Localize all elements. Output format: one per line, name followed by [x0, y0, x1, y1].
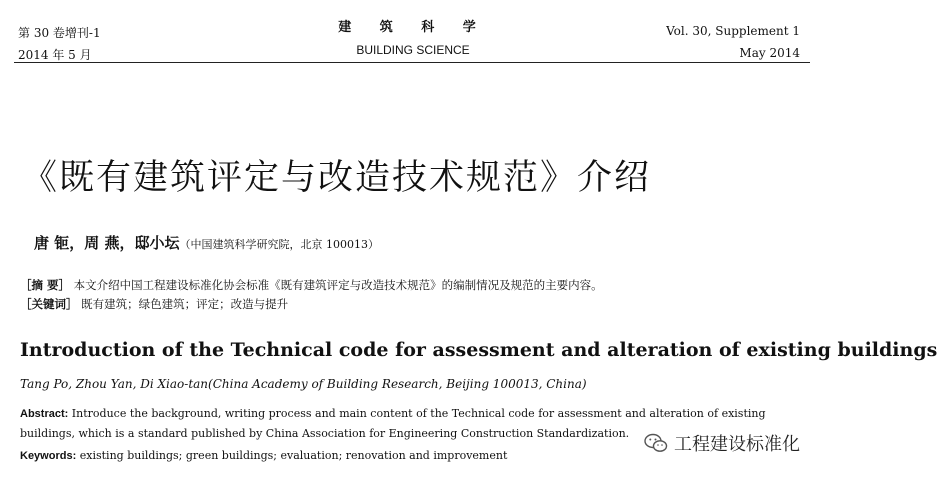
- affiliation-en: (China Academy of Building Research, Beijing 100013, China): [208, 377, 587, 391]
- wechat-icon: [644, 433, 668, 453]
- authors-en: [20, 377, 587, 391]
- volume-en: Vol. 30, Supplement 1: [666, 24, 800, 38]
- author-names-en: Tang Po, Zhou Yan, Di Xiao-tan: [20, 377, 209, 391]
- abstract-block-cn: [20, 276, 603, 314]
- abstract-text-en: Introduce the background, writing process and main content of the Technical code for assessment and alteration of existing buildings, which is a standard published by China Association for Engineering Construction Standardization.: [20, 407, 766, 440]
- keywords-block-en: [20, 449, 507, 462]
- article-title-cn: 《既有建筑评定与改造技术规范》介绍: [22, 158, 652, 198]
- watermark-text: 工程建设标准化: [674, 434, 800, 455]
- abstract-cn-line: [20, 276, 603, 295]
- abstract-label-cn: ［摘 要］: [20, 278, 71, 292]
- keywords-label-en: Keywords:: [20, 450, 77, 462]
- article-title-en: Introduction of the Technical code for assessment and alteration of existing buildings: [20, 339, 937, 361]
- authors-cn: [34, 232, 379, 253]
- journal-name-en: BUILDING SCIENCE: [356, 43, 470, 57]
- abstract-text-cn: 本文介绍中国工程建设标准化协会标准《既有建筑评定与改造技术规范》的编制情况及规范的主要内容。: [73, 278, 603, 292]
- header-right: [666, 20, 800, 64]
- journal-name-cn: 建 筑 科 学: [338, 20, 488, 35]
- author-names-cn: 唐 钷，周 燕，邸小坛: [34, 234, 180, 252]
- abstract-label-en: Abstract:: [20, 408, 69, 420]
- keywords-label-cn: ［关键词］: [20, 297, 78, 311]
- watermark: [640, 428, 804, 458]
- date-en: May 2014: [739, 46, 800, 60]
- keywords-cn-line: [20, 295, 603, 314]
- date-cn: 2014 年 5 月: [18, 48, 92, 62]
- header-divider: [14, 62, 810, 63]
- affiliation-cn: （中国建筑科学研究院，北京 100013）: [179, 238, 379, 251]
- volume-cn: 第 30 卷增刊-1: [18, 26, 101, 40]
- keywords-text-cn: 既有建筑；绿色建筑；评定；改造与提升: [81, 297, 289, 311]
- keywords-text-en: existing buildings; green buildings; evaluation; renovation and improvement: [79, 449, 508, 462]
